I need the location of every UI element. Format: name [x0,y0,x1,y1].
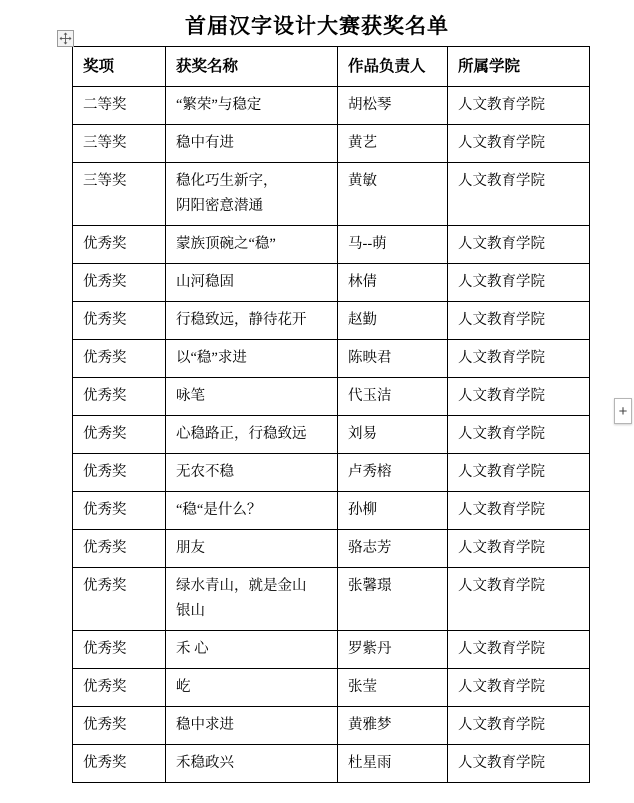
cell-name-line1: 无农不稳 [176,464,234,480]
table-row [73,87,590,125]
cell-college: 人文教育学院 [448,707,590,745]
cell-owner: 陈映君 [338,340,448,378]
cell-owner: 赵勤 [338,302,448,340]
cell-name-line1: 禾稳政兴 [176,755,234,771]
table-row [73,340,590,378]
cell-college: 人文教育学院 [448,87,590,125]
page-title: 首届汉字设计大赛获奖名单 [185,14,449,38]
cell-name-line1: 蒙族顶碗之“稳” [176,236,276,252]
award-table [72,46,590,783]
table-row [73,302,590,340]
cell-name [166,631,338,669]
cell-college: 人文教育学院 [448,492,590,530]
column-header-owner: 作品负责人 [338,47,448,87]
add-row-button[interactable]: + [614,398,632,424]
award-table-container [0,46,634,783]
cell-college: 人文教育学院 [448,530,590,568]
cell-name [166,378,338,416]
column-header-award: 奖项 [73,47,166,87]
cell-name [166,87,338,125]
table-row [73,454,590,492]
cell-college: 人文教育学院 [448,378,590,416]
cell-award: 优秀奖 [73,568,166,631]
cell-owner: 黄雅梦 [338,707,448,745]
cell-award: 优秀奖 [73,707,166,745]
cell-name [166,416,338,454]
table-row [73,163,590,226]
cell-name-line2: 阴阳密意潜通 [176,198,263,214]
cell-name [166,492,338,530]
table-row [73,226,590,264]
table-move-handle-icon[interactable] [57,30,74,47]
cell-award: 优秀奖 [73,669,166,707]
cell-award: 三等奖 [73,163,166,226]
cell-college: 人文教育学院 [448,416,590,454]
cell-owner: 卢秀榕 [338,454,448,492]
cell-award: 优秀奖 [73,226,166,264]
table-row [73,378,590,416]
cell-name-line1: “繁荣”与稳定 [176,97,262,113]
cell-name-line1: 稳中求进 [176,717,234,733]
cell-name-line1: 心稳路正，行稳致远 [176,426,307,442]
cell-award: 优秀奖 [73,745,166,783]
cell-name-line1: 禾 心 [176,641,209,657]
cell-college: 人文教育学院 [448,125,590,163]
cell-award: 优秀奖 [73,340,166,378]
table-row [73,669,590,707]
cell-name [166,707,338,745]
cell-name [166,340,338,378]
cell-name [166,264,338,302]
cell-owner: 杜星雨 [338,745,448,783]
cell-award: 优秀奖 [73,530,166,568]
cell-award: 三等奖 [73,125,166,163]
table-row [73,745,590,783]
cell-award: 优秀奖 [73,302,166,340]
cell-owner: 林倩 [338,264,448,302]
table-row [73,416,590,454]
cell-name-line1: 绿水青山，就是金山 [176,578,307,594]
cell-name-line1: 以“稳”求进 [176,350,247,366]
cell-name-line1: 山河稳固 [176,274,234,290]
cell-name [166,226,338,264]
cell-owner: 孙柳 [338,492,448,530]
cell-award: 优秀奖 [73,492,166,530]
table-row [73,125,590,163]
cell-owner: 罗紫丹 [338,631,448,669]
cell-college: 人文教育学院 [448,340,590,378]
cell-name [166,163,338,226]
table-row [73,530,590,568]
cell-name-line1: 行稳致远，静待花开 [176,312,307,328]
cell-college: 人文教育学院 [448,226,590,264]
cell-college: 人文教育学院 [448,163,590,226]
cell-owner: 黄艺 [338,125,448,163]
cell-name-line1: 稳化巧生新字， [176,173,278,189]
cell-name-line1: “稳“是什么？ [176,502,262,518]
cell-name [166,530,338,568]
cell-award: 二等奖 [73,87,166,125]
cell-owner: 骆志芳 [338,530,448,568]
table-row [73,568,590,631]
table-row [73,707,590,745]
cell-owner: 黄敏 [338,163,448,226]
cell-college: 人文教育学院 [448,631,590,669]
cell-name-line1: 稳中有进 [176,135,234,151]
cell-owner: 张莹 [338,669,448,707]
cell-award: 优秀奖 [73,264,166,302]
cell-college: 人文教育学院 [448,745,590,783]
cell-name-line1: 咏笔 [176,388,205,404]
cell-award: 优秀奖 [73,378,166,416]
cell-name [166,454,338,492]
cell-college: 人文教育学院 [448,669,590,707]
cell-award: 优秀奖 [73,631,166,669]
cell-name [166,568,338,631]
cell-name [166,302,338,340]
cell-name [166,745,338,783]
cell-owner: 马--萌 [338,226,448,264]
cell-name-line1: 朋友 [176,540,205,556]
table-row [73,264,590,302]
column-header-college: 所属学院 [448,47,590,87]
cell-college: 人文教育学院 [448,568,590,631]
table-row [73,492,590,530]
cell-owner: 刘易 [338,416,448,454]
table-row [73,631,590,669]
cell-name-line1: 屹 [176,679,191,695]
cell-name-line2: 银山 [176,603,205,619]
cell-name [166,669,338,707]
cell-award: 优秀奖 [73,454,166,492]
cell-college: 人文教育学院 [448,264,590,302]
cell-college: 人文教育学院 [448,454,590,492]
table-header-row [73,47,590,87]
cell-owner: 胡松琴 [338,87,448,125]
cell-owner: 张馨璟 [338,568,448,631]
cell-owner: 代玉洁 [338,378,448,416]
cell-name [166,125,338,163]
column-header-name: 获奖名称 [166,47,338,87]
cell-college: 人文教育学院 [448,302,590,340]
cell-award: 优秀奖 [73,416,166,454]
